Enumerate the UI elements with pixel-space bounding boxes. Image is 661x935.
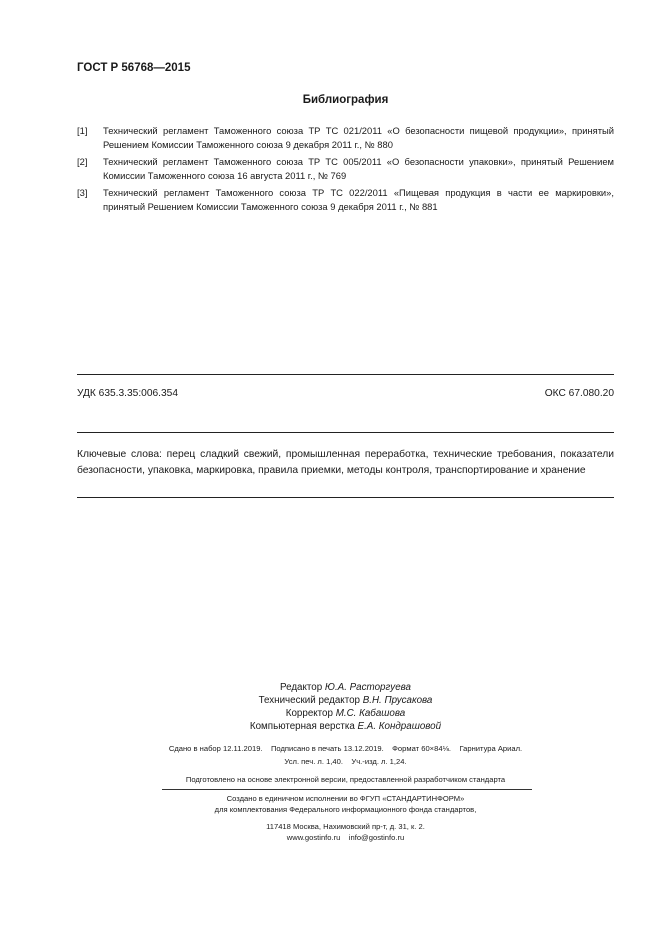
publisher-contacts: www.gostinfo.ru info@gostinfo.ru	[286, 833, 405, 842]
imprint-sheet-info: Усл. печ. л. 1,40. Уч.-изд. л. 1,24.	[284, 757, 407, 766]
document-code: ГОСТ Р 56768—2015	[77, 62, 191, 74]
publisher-line: Создано в единичном исполнении во ФГУП «СТАНДАРТИНФОРМ»	[226, 794, 465, 803]
divider	[77, 497, 614, 498]
bibliography-item	[77, 186, 614, 213]
credit-name: Е.А. Кондрашовой	[357, 721, 442, 732]
credit-name: Ю.А. Расторгуева	[324, 682, 411, 693]
imprint-print-info: Сдано в набор 12.11.2019. Подписано в печать 13.12.2019. Формат 60×84⅛. Гарнитура Ариал.	[168, 744, 523, 753]
credit-tech-editor	[77, 694, 614, 707]
imprint-prepared-note: Подготовлено на основе электронной версии, предоставленной разработчиком стандарта	[185, 775, 506, 784]
bibliography-item	[77, 124, 614, 151]
credit-role: Технический редактор	[258, 695, 360, 706]
publisher-address: 117418 Москва, Нахимовский пр-т, д. 31, к. 2.	[266, 822, 425, 831]
credit-proofreader	[77, 707, 614, 720]
divider	[162, 789, 532, 790]
divider	[77, 374, 614, 375]
bibliography-item-text: Технический регламент Таможенного союза ТР ТС 022/2011 «Пищевая продукция в части ее маркировки», принятый Решением Комиссии Таможенного союза 9 декабря 2011 г., № 881	[103, 187, 614, 212]
bibliography-item-number: [3]	[77, 187, 88, 198]
bibliography-item-text: Технический регламент Таможенного союза ТР ТС 021/2011 «О безопасности пищевой продукции», принятый Решением Комиссии Таможенного союза 9 декабря 2011 г., № 880	[103, 125, 614, 150]
credit-role: Компьютерная верстка	[249, 721, 355, 732]
credit-role: Корректор	[285, 708, 333, 719]
publisher-line: для комплектования Федерального информационного фонда стандартов,	[214, 805, 477, 814]
publisher-info	[77, 793, 614, 843]
bibliography-item-number: [2]	[77, 156, 88, 167]
oks-code: ОКС 67.080.20	[544, 388, 614, 399]
bibliography-title: Библиография	[302, 94, 389, 106]
bibliography-item-number: [1]	[77, 125, 88, 136]
bibliography-item-text: Технический регламент Таможенного союза ТР ТС 005/2011 «О безопасности упаковки», принятый Решением Комиссии Таможенного союза 16 августа 2011 г., № 769	[103, 156, 614, 181]
credit-layout	[77, 720, 614, 733]
divider	[77, 432, 614, 433]
credit-name: В.Н. Прусакова	[362, 695, 433, 706]
credit-editor	[77, 681, 614, 694]
bibliography-item	[77, 155, 614, 182]
credit-role: Редактор	[280, 682, 323, 693]
editorial-credits	[77, 681, 614, 733]
credit-name: М.С. Кабашова	[335, 708, 406, 719]
keywords: Ключевые слова: перец сладкий свежий, промышленная переработка, технические требования, показатели безопасности, упаковка, маркировка, правила приемки, методы контроля, транспортирование и хранение	[77, 449, 614, 476]
udk-code: УДК 635.3.35:006.354	[77, 388, 178, 399]
